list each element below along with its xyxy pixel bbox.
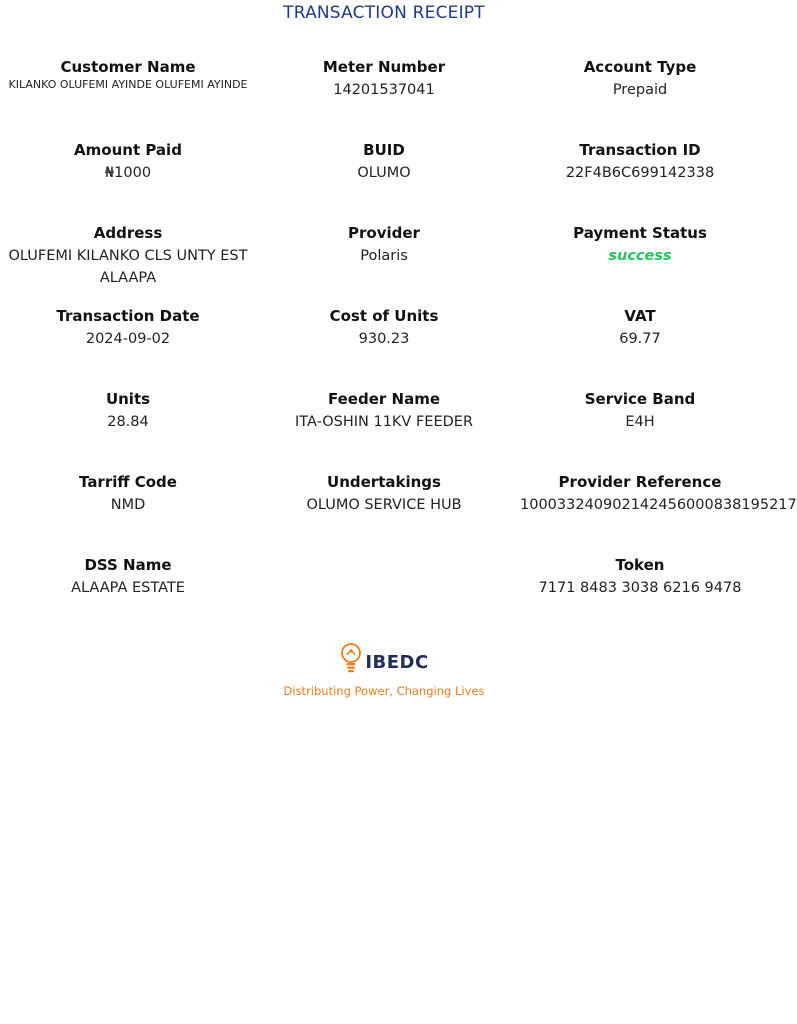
field-feeder-name (256, 390, 512, 473)
field-address (0, 224, 256, 307)
field-label: Token (615, 556, 665, 574)
field-label: Provider Reference (558, 473, 722, 491)
field-value: E4H (625, 414, 655, 430)
field-provider (256, 224, 512, 307)
field-value: OLUFEMI KILANKO CLS UNTY EST ALAAPA (8, 248, 248, 286)
field-value: OLUMO (357, 165, 411, 181)
receipt-row (0, 58, 768, 141)
field-meter-number (256, 58, 512, 141)
field-token (512, 556, 768, 639)
field-value: 69.77 (619, 331, 661, 347)
receipt-row (0, 473, 797, 556)
field-label: Tarriff Code (79, 473, 177, 491)
field-customer-name (0, 58, 256, 141)
field-label: Transaction Date (56, 307, 200, 325)
field-cost-of-units (256, 307, 512, 390)
receipt-grid (0, 58, 797, 639)
field-label: Account Type (583, 58, 697, 76)
field-label: Feeder Name (328, 390, 440, 408)
field-value: 100033240902142456000838195217 (520, 497, 797, 513)
field-label: Address (93, 224, 163, 242)
field-value: ITA-OSHIN 11KV FEEDER (294, 414, 474, 430)
field-value: 28.84 (107, 414, 149, 430)
empty-cell (256, 556, 512, 639)
field-amount-paid (0, 141, 256, 224)
field-value: 930.23 (358, 331, 410, 347)
field-label: Cost of Units (329, 307, 439, 325)
field-transaction-id (512, 141, 768, 224)
status-badge: success (608, 248, 672, 264)
field-value: 7171 8483 3038 6216 9478 (538, 580, 742, 596)
receipt-row (0, 390, 768, 473)
field-value: NMD (110, 497, 146, 513)
field-label: Customer Name (60, 58, 196, 76)
field-value: KILANKO OLUFEMI AYINDE OLUFEMI AYINDE (8, 78, 248, 91)
field-vat (512, 307, 768, 390)
receipt-row (0, 141, 768, 224)
logo-line (339, 642, 428, 674)
field-undertakings (256, 473, 512, 556)
field-label: Meter Number (322, 58, 446, 76)
bulb-icon (339, 642, 363, 674)
field-label: Units (105, 390, 151, 408)
brand-logo (0, 642, 768, 698)
field-label: Transaction ID (579, 141, 701, 159)
field-value: ALAAPA ESTATE (71, 580, 185, 596)
field-label: Payment Status (573, 224, 707, 242)
field-label: Amount Paid (74, 141, 182, 159)
field-value: Prepaid (612, 82, 668, 98)
receipt-row (0, 307, 768, 390)
field-payment-status (512, 224, 768, 307)
field-value: Polaris (360, 248, 408, 264)
field-label: Provider (348, 224, 420, 242)
logo-text: IBEDC (365, 652, 429, 673)
field-transaction-date (0, 307, 256, 390)
field-label: DSS Name (84, 556, 172, 574)
field-buid (256, 141, 512, 224)
field-label: VAT (624, 307, 656, 325)
field-value: 22F4B6C699142338 (565, 165, 715, 181)
field-value: 2024-09-02 (85, 331, 171, 347)
field-label: Undertakings (327, 473, 441, 491)
field-dss-name (0, 556, 256, 639)
logo-tagline: Distributing Power, Changing Lives (283, 684, 485, 698)
field-service-band (512, 390, 768, 473)
field-value: ₦1000 (104, 165, 152, 181)
receipt-row (0, 556, 768, 639)
field-value: OLUMO SERVICE HUB (306, 497, 462, 513)
receipt-title: TRANSACTION RECEIPT (283, 3, 485, 23)
field-label: BUID (363, 141, 405, 159)
receipt-row (0, 224, 768, 307)
field-label: Service Band (584, 390, 696, 408)
field-tariff-code (0, 473, 256, 556)
field-account-type (512, 58, 768, 141)
field-value: 14201537041 (333, 82, 435, 98)
field-units (0, 390, 256, 473)
field-provider-reference (512, 473, 797, 556)
